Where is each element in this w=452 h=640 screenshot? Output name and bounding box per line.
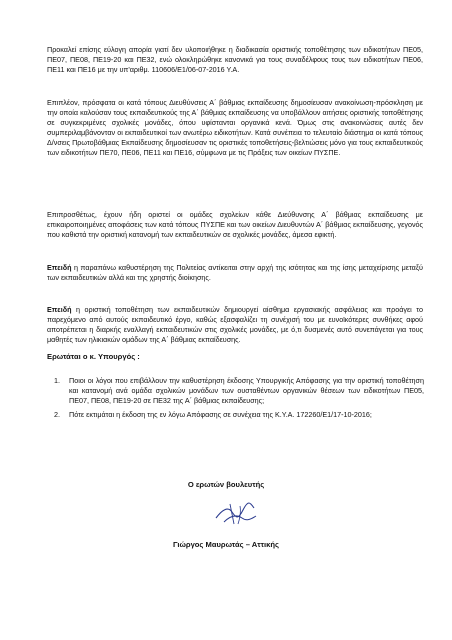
questions-list	[54, 376, 424, 424]
paragraph-2-text: Επιπλέον, πρόσφατα οι κατά τόπους Διευθύνσεις Α΄ βάθμιας εκπαίδευσης δημοσίευσαν ανακοίνωση-πρόσκληση με την οποία καλούσαν τους εκπαιδευτικούς της Α΄ βάθμιας εκπαίδευσης να υποβάλλουν αιτήσεις οριστικής τοποθέτησης σε συγκεκριμένες σχολικές μονάδες, όπου υφίστανται οργανικά κενά. Όμως στις ανακοινώσεις αυτές δεν συμπεριλαμβάνονταν οι εκπαιδευτικοί των ανωτέρω ειδικοτήτων. Κατά συνέπεια το τελευταίο διάστημα οι κατά τόπους Δ/νσεις Πρωτοβάθμιας Εκπαίδευσης δημοσίευσαν τις οριστικές τοποθετήσεις-βελτιώσεις μόνο για τους εκπαιδευτικούς των ειδικοτήτων ΠΕ70, ΠΕ06, ΠΕ11 και ΠΕ16, σύμφωνα με τις Πράξεις των οικείων ΠΥΣΠΕ.	[47, 98, 423, 158]
paragraph-5	[47, 305, 423, 345]
paragraph-4-prefix: Επειδή	[47, 263, 72, 272]
paragraph-2	[47, 98, 423, 159]
question-text: Πότε εκτιμάται η έκδοση της εν λόγω Απόφασης σε συνέχεια της Κ.Υ.Α. 172260/Ε1/17-10-2016;	[69, 410, 372, 420]
paragraph-1-text: Προκαλεί επίσης εύλογη απορία γιατί δεν υλοποιήθηκε η διαδικασία οριστικής τοποθέτησης των ειδικοτήτων ΠΕ05, ΠΕ07, ΠΕ08, ΠΕ19-20 και ΠΕ32, ενώ ολοκληρώθηκε κανονικά για τους συναδέλφους τους των ειδικοτήτων ΠΕ06, ΠΕ11 και ΠΕ16 με την υπ'αριθμ. 110606/Ε1/06-07-2016 Υ.Α.	[47, 45, 423, 75]
question-number: 1.	[54, 376, 60, 385]
paragraph-4-text: η παραπάνω καθυστέρηση της Πολιτείας αντίκειται στην αρχή της ισότητας και της ίσης μεταχείρισης μεταξύ των εκπαιδευτικών αλλά και της χρηστής διοίκησης.	[47, 263, 423, 283]
signatory-name: Γιώργος Μαυρωτάς – Αττικής	[173, 540, 279, 549]
paragraph-1	[47, 45, 423, 75]
paragraph-5-text: η οριστική τοποθέτηση των εκπαιδευτικών δημιουργεί αίσθημα εργασιακής ασφάλειας και προάγει το παρεχόμενο από αυτούς εκπαιδευτικό έργο, καθώς εξασφαλίζει τη συνέχισή του με ευνοϊκότερες συνθήκες αφού αποτρέπεται η διαρκής εναλλαγή εκπαιδευτικών στις σχολικές μονάδες, με ό,τι δυσμενές αυτό συνεπάγεται για τους μαθητές των ηλικιακών ομάδων της Α΄ βάθμιας εκπαίδευσης.	[47, 305, 423, 345]
signature-title: Ο ερωτών βουλευτής	[187, 480, 265, 489]
question-item	[54, 410, 424, 420]
paragraph-3	[47, 210, 423, 240]
question-item	[54, 376, 424, 406]
handwritten-signature	[210, 496, 260, 530]
paragraph-3-text: Επιπροσθέτως, έχουν ήδη οριστεί οι ομάδες σχολείων κάθε Διεύθυνσης Α΄ βάθμιας εκπαίδευσης με επικαιροποιημένες αποφάσεις των κατά τόπους ΠΥΣΠΕ και των οικείων Διευθυντών Α΄ βάθμιας εκπαίδευσης, γεγονός που καθιστά την οριστική κατανομή των εκπαιδευτικών σε σχολικές μονάδες, άμεσα εφικτή.	[47, 210, 423, 240]
questions-heading: Ερωτάται ο κ. Υπουργός :	[47, 352, 140, 361]
paragraph-4	[47, 263, 423, 283]
question-text: Ποιοι οι λόγοι που επιβάλλουν την καθυστέρηση έκδοσης Υπουργικής Απόφασης για την οριστική τοποθέτηση και κατανομή ανά ομάδα σχολικών μονάδων των ουσταθέντων οργανικών θέσεων των ειδικοτήτων ΠΕ05, ΠΕ07, ΠΕ08, ΠΕ19-20 σε ΠΕ32 της Α΄ βάθμιας εκπαίδευσης;	[69, 376, 424, 406]
question-number: 2.	[54, 410, 60, 420]
paragraph-5-prefix: Επειδή	[47, 305, 72, 314]
